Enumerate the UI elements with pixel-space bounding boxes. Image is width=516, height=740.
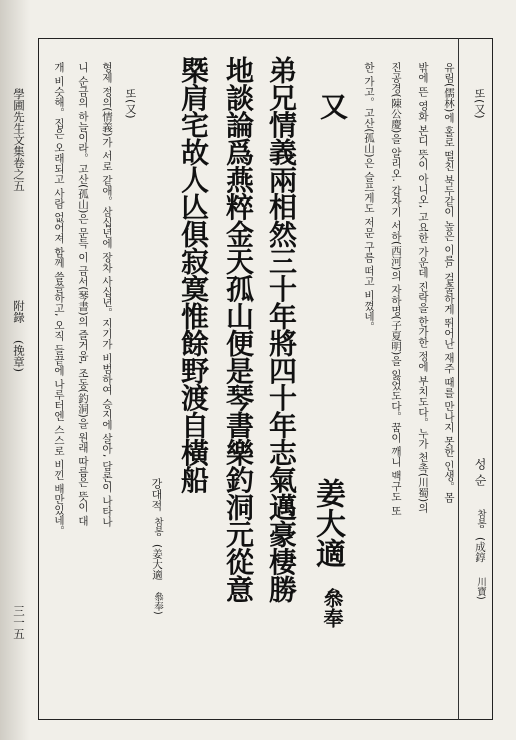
calligraphy-line-3: 槩肩宅故人亾俱寂寞惟餘野渡自橫船 <box>177 56 210 493</box>
page-number: 三一五 <box>12 605 26 640</box>
poem1-line-4: 한 가고。고산(孤山)은 슬프게도 저문 구름 떠고 비꼈네。 <box>363 62 375 332</box>
section-label: 附錄 <box>12 300 26 323</box>
poem1-line-1: 유림(儒林)에 홀로 떨친 북두같이 높은 이름. 걸출하게 뛰어난 재주 때를 만나지 못한 인생。몸 <box>443 62 455 503</box>
poem1-author-hanja: (成錞 <box>474 537 486 563</box>
poem1-author-korean: 성 순 <box>473 458 487 486</box>
calligraphy-line-2: 地談論爲燕粹金天孤山便是琴書樂釣洞元從意 <box>222 56 255 603</box>
calligraphy-line-1: 弟兄情義兩相然三十年將四十年志氣邁豪棲勝 <box>265 56 298 603</box>
translation-line-2: 니 순금의 하늘이라。고산(孤山)은 문득 이 금서(琴書)의 즐거움, 조동(釣洞)을 원래 따름은 뜻이 대 <box>77 62 89 526</box>
poem1-line-2: 밖에 뜬 영화 본디 뜻이 아니오, 고요한 가운데 진락을 한가한 정에 부치도다。누가 천촉(川蜀)의 <box>417 62 429 513</box>
poem2-heading: 又 <box>316 92 349 120</box>
translation-heading: 또(又) <box>124 88 137 119</box>
translation-line-1: 형제 정의(情義)가 서로 같애。삼십년에 장차 사십년。지기가 비범하여 승지에 살아, 담론이 나타나 <box>101 62 113 527</box>
book-title: 學圃先生文集卷之五 <box>12 88 26 192</box>
translation-author-hanja: (姜大適 <box>151 544 163 580</box>
translation-author-korean: 강대적 <box>150 478 163 511</box>
poem1-author-title: 참봉 <box>475 509 486 528</box>
translation-author-title: 참봉 <box>152 517 163 536</box>
subsection-label: (挽章) <box>12 340 26 372</box>
poem1-author-hanja-title: 川寶) <box>475 577 486 600</box>
poem2-author-hanja-title: 叅奉 <box>320 588 344 628</box>
poem1-line-3: 진공경(陳公慶)을 알리오. 갑자기 서하(西河)의 자하명(子夏明)을 잃었도다。꿈이 깨니 백구도 또 <box>390 62 402 516</box>
translation-author-hanja-title: 叅奉) <box>152 592 163 615</box>
margin-divider <box>458 38 459 720</box>
poem1-heading: 또(又) <box>473 88 486 119</box>
poem2-author-hanja: 姜大適 <box>310 478 345 568</box>
translation-line-3: 개 비슷해。집은 오래되고 사람 없어져 함께 쓸쓸하고, 오직 들끝에 나루터엔 스스로 비낀 배만있네。 <box>53 62 65 536</box>
